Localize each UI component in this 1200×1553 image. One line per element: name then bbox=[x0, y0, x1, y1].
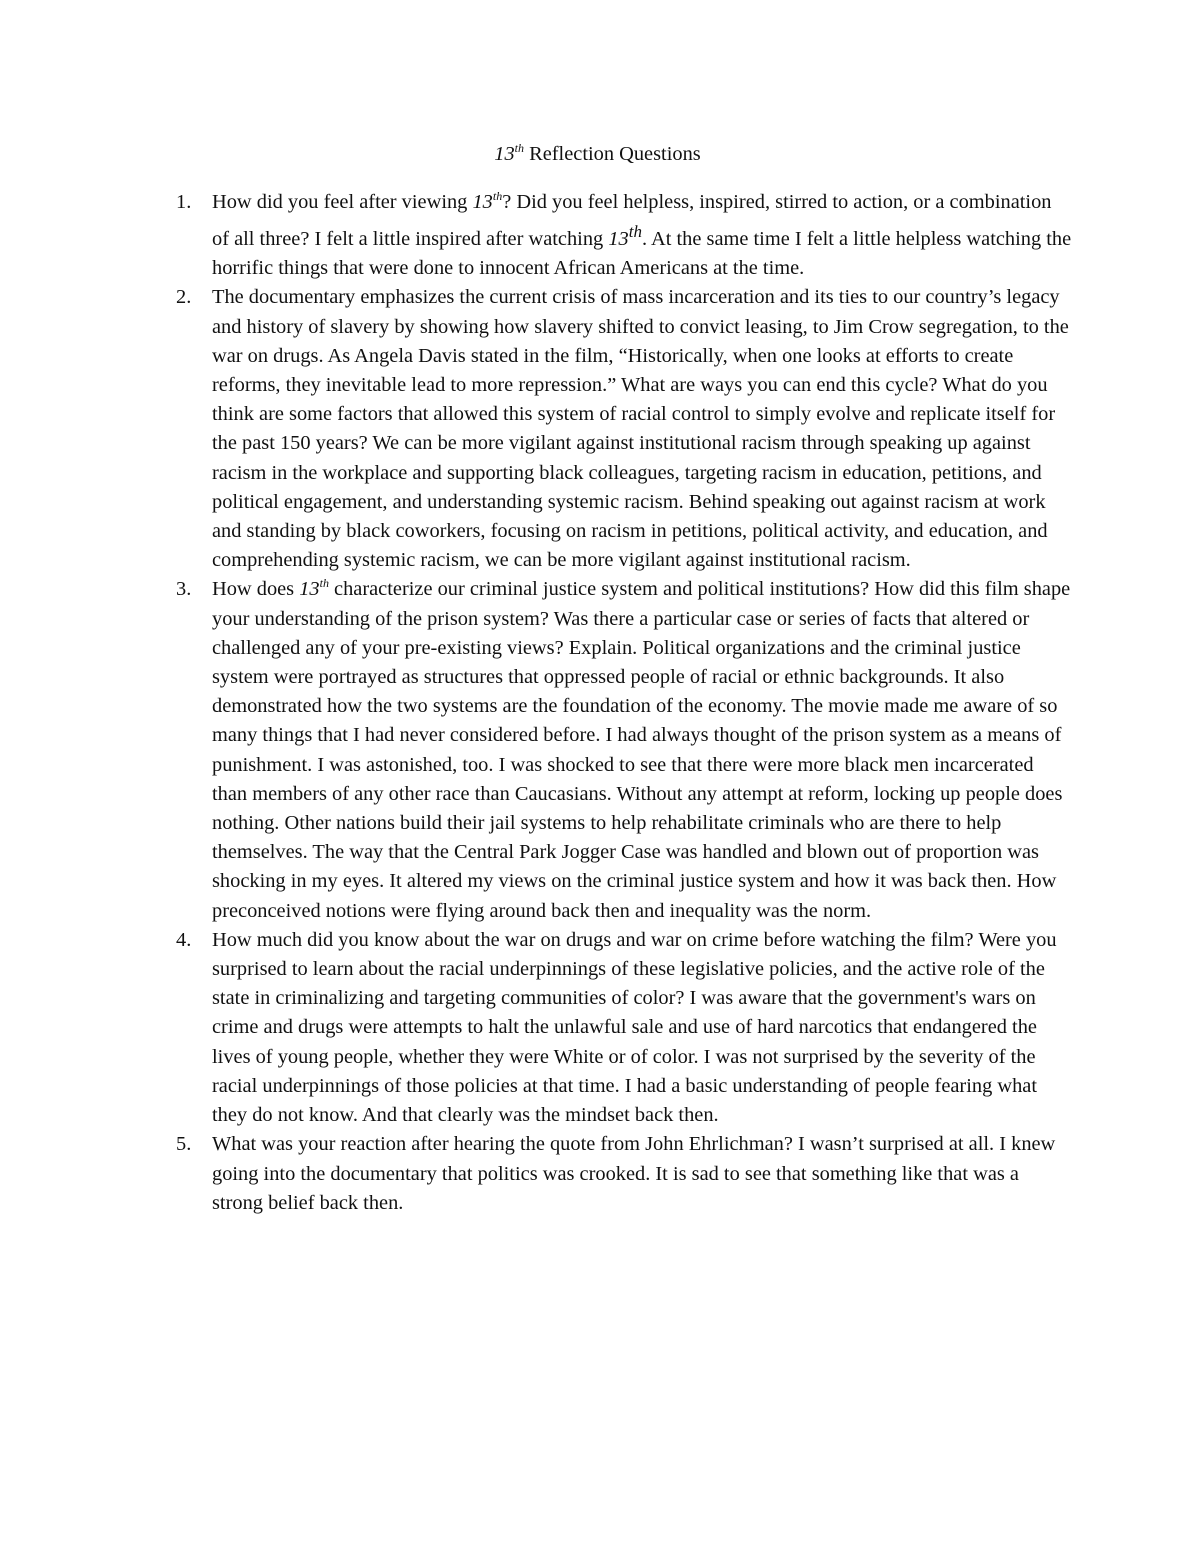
film-title: 13 bbox=[608, 228, 629, 250]
question-item-4 bbox=[0, 926, 1072, 1130]
question-and-answer-text: The documentary emphasizes the current crisis of mass incarceration and its ties to our country’s legacy and history of slavery by showing how slavery shifted to convict leasing, to Jim Crow segregation, to the war on drugs. As Angela Davis stated in the film, “Historically, when one looks at efforts to create reforms, they inevitable lead to more repression.” What are ways you can end this cycle? What do you think are some factors that allowed this system of racial control to simply evolve and replicate itself for the past 150 years? We can be more vigilant against institutional racism through speaking up against racism in the workplace and supporting black colleagues, targeting racism in education, petitions, and political engagement, and understanding systemic racism. Behind speaking out against racism at work and standing by black coworkers, focusing on racism in petitions, political activity, and education, and comprehending systemic racism, we can be more vigilant against institutional racism. bbox=[212, 286, 1069, 572]
question-and-answer-text: How much did you know about the war on drugs and war on crime before watching the film? Were you surprised to learn about the racial underpinnings of these legislative policies, and the active role of the state in criminalizing and targeting communities of color? I was aware that the government's wars on crime and drugs were attempts to halt the unlawful sale and use of hard narcotics that endangered the lives of young people, whether they were White or of color. I was not surprised by the severity of the racial underpinnings of those policies at that time. I had a basic understanding of people fearing what they do not know. And that clearly was the mindset back then. bbox=[212, 928, 1057, 1127]
item-number: 4. bbox=[176, 928, 192, 951]
title-film-name: 13 bbox=[494, 143, 515, 165]
question-item-1 bbox=[0, 188, 1072, 283]
answer-text: I felt a little inspired after watching 13th. At the same time I felt a little helpless watching the horrific things that were done to innocent African Americans at the time. bbox=[212, 222, 1072, 280]
item-number: 3. bbox=[176, 578, 192, 601]
item-number: 5. bbox=[176, 1133, 192, 1156]
title-superscript: th bbox=[514, 141, 525, 156]
question-and-answer-text: What was your reaction after hearing the quote from John Ehrlichman? I wasn’t surprised at all. I knew going into the documentary that politics was crooked. It is sad to see that something like that was a strong belief back then. bbox=[212, 1133, 1056, 1214]
item-number: 1. bbox=[176, 191, 192, 213]
film-title: 13 bbox=[472, 191, 493, 213]
question-item-5 bbox=[0, 1130, 1072, 1218]
question-and-answer-text: How does 13th characterize our criminal justice system and political institutions? How did this film shape your understanding of the prison system? Was there a particular case or series of facts that altered or challenged any of your pre-existing views? Explain. Political organizations and the criminal justice system were portrayed as structures that oppressed people of racial or ethnic backgrounds. It also demonstrated how the two systems are the foundation of the economy. The movie made me aware of so many things that I had never considered before. I had always thought of the prison system as a means of punishment. I was astonished, too. I was shocked to see that there were more black men incarcerated than members of any other race than Caucasians. Without any attempt at reform, locking up people does nothing. Other nations build their jail systems to help rehabilitate criminals who are there to help themselves. The way that the Central Park Jogger Case was handled and blown out of proportion was shocking in my eyes. It altered my views on the criminal justice system and how it was back then. How preconceived notions were flying around back then and inequality was the norm. bbox=[212, 576, 1071, 922]
document-title bbox=[0, 140, 1195, 169]
item-number: 2. bbox=[176, 286, 192, 309]
film-title: 13 bbox=[299, 578, 320, 601]
question-list bbox=[0, 188, 1072, 1218]
question-text: How did you feel after viewing 13th? Did you feel helpless, inspired, stirred to action, or a combination of all three? bbox=[212, 189, 1052, 250]
question-item-3 bbox=[0, 575, 1072, 925]
title-text: Reflection Questions bbox=[524, 143, 701, 165]
question-item-2 bbox=[0, 283, 1072, 575]
